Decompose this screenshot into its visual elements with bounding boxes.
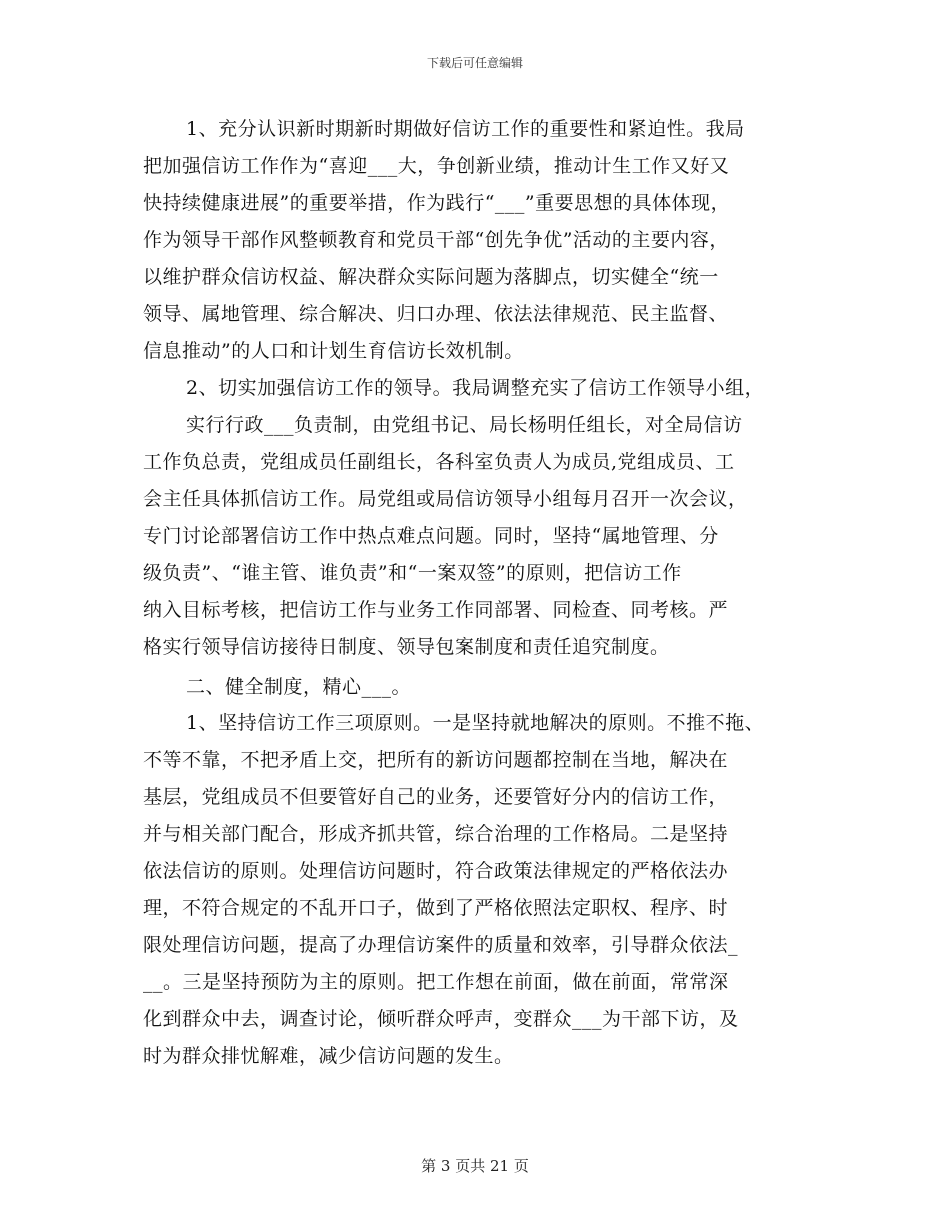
page-footer: 第 3 页共 21 页 [421,1157,529,1175]
text-line: 1、充分认识新时期新时期做好信访工作的重要性和紧迫性。我局 [186,118,745,140]
text-line: 实行行政___负责制，由党组书记、局长杨明任组长，对全局信访 [186,414,743,436]
text-line: 专门讨论部署信访工作中热点难点问题。同时，坚持“属地管理、分 [143,525,719,547]
text-line: 不等不靠，不把矛盾上交，把所有的新访问题都控制在当地，解决在 [143,749,729,771]
text-line: 化到群众中去，调查讨论，倾听群众呼声，变群众___为干部下访，及 [143,1008,739,1030]
text-line: 1、坚持信访工作三项原则。一是坚持就地解决的原则。不推不拖、 [186,712,765,734]
text-line: 限处理信访问题，提高了办理信访案件的质量和效率，引导群众依法_ [143,934,739,956]
section-heading: 二、健全制度，精心___。 [186,676,412,698]
text-line: 依法信访的原则。处理信访问题时，符合政策法律规定的严格依法办 [143,860,729,882]
text-line: 级负责”、“谁主管、谁负责”和“一案双签”的原则，把信访工作 [143,562,682,584]
text-line: 信息推动”的人口和计划生育信访长效机制。 [143,340,524,362]
text-line: 理，不符合规定的不乱开口子，做到了严格依照法定职权、程序、时 [143,897,729,919]
text-line: 并与相关部门配合，形成齐抓共管，综合治理的工作格局。二是坚持 [143,823,729,845]
text-line: 格实行领导信访接待日制度、领导包案制度和责任追究制度。 [143,636,670,658]
text-line: 作为领导干部作风整顿教育和党员干部“创先争优”活动的主要内容， [143,229,729,251]
text-line: 领导、属地管理、综合解决、归口办理、依法法律规范、民主监督、 [143,303,729,325]
text-line: 快持续健康进展”的重要举措，作为践行“___”重要思想的具体体现， [143,192,731,214]
text-line: 会主任具体抓信访工作。局党组或局信访领导小组每月召开一次会议， [143,488,748,510]
text-line: 工作负总责，党组成员任副组长，各科室负责人为成员,党组成员、工 [143,451,735,473]
text-line: 以维护群众信访权益、解决群众实际问题为落脚点，切实健全“统一 [143,266,719,288]
page-header: 下载后可任意编辑 [426,56,523,70]
text-line: 基层，党组成员不但要管好自己的业务，还要管好分内的信访工作， [143,786,729,808]
text-line: 纳入目标考核，把信访工作与业务工作同部署、同检查、同考核。严 [143,599,729,621]
text-line: __。三是坚持预防为主的原则。把工作想在前面，做在前面，常常深 [143,971,729,993]
text-line: 把加强信访工作作为“喜迎___大，争创新业绩，推动计生工作又好又 [143,155,730,177]
text-line: 时为群众排忧解难，减少信访问题的发生。 [143,1045,514,1067]
text-line: 2、切实加强信访工作的领导。我局调整充实了信访工作领导小组， [186,377,765,399]
